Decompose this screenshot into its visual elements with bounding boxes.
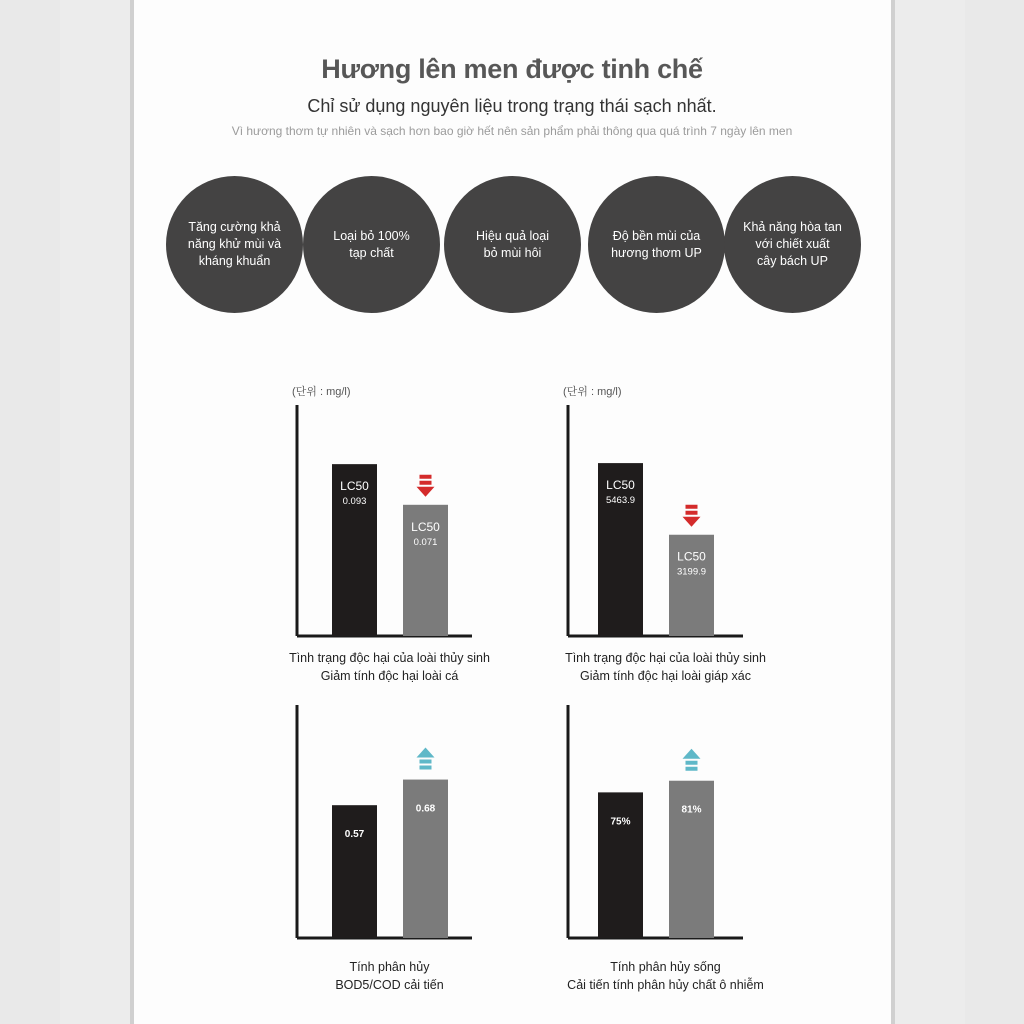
feature-circle-deodorize: Tăng cường khả năng khử mùi và kháng khuẩn — [166, 176, 303, 313]
chart3-caption-line-2: BOD5/COD cải tiến — [335, 978, 444, 992]
chart2-caption-line-2: Giảm tính độc hại loài giáp xác — [580, 669, 751, 683]
chart1-unit-label: (단위 : mg/l) — [292, 386, 351, 398]
chart1-caption-line-1: Tình trạng độc hại của loài thủy sinh — [289, 651, 490, 665]
page-title: Hương lên men được tinh chế — [321, 54, 703, 84]
chart1-bar-before-label: LC50 — [340, 479, 369, 494]
chart3-bar-before — [332, 805, 377, 938]
page-description: Vì hương thơm tự nhiên và sạch hơn bao giờ hết nên sản phẩm phải thông qua quá trình 7 ngày lên men — [231, 124, 793, 138]
chart3-bar-after-value: 0.68 — [415, 803, 436, 815]
chart2-unit-label: (단위 : mg/l) — [563, 386, 622, 398]
chart4-bar-before-value: 75% — [610, 816, 631, 828]
chart1-bar-after-label: LC50 — [411, 519, 440, 534]
chart2-caption-line-1: Tình trạng độc hại của loài thủy sinh — [565, 651, 766, 665]
feature-circle-scent-durability: Độ bền mùi của hương thơm UP — [588, 176, 725, 313]
chart3-arrow-up-icon — [417, 748, 435, 770]
chart2-bar-after-value: 3199.9 — [676, 566, 707, 578]
chart3-bar-before-value: 0.57 — [344, 829, 365, 841]
chart2-arrow-down-icon — [683, 505, 701, 527]
chart4-bar-after-value: 81% — [681, 804, 702, 816]
feature-circle-impurities: Loại bỏ 100% tạp chất — [303, 176, 440, 313]
chart2-bar-after-label: LC50 — [677, 549, 706, 564]
chart1-bar-before-value: 0.093 — [342, 496, 367, 508]
chart4-caption-line-1: Tính phân hủy sống — [610, 960, 721, 974]
chart2-bar-before-label: LC50 — [606, 478, 635, 493]
page-subtitle: Chỉ sử dụng nguyên liệu trong trạng thái sạch nhất. — [307, 96, 717, 116]
chart4-bar-before — [598, 792, 643, 938]
chart3-caption-line-1: Tính phân hủy — [349, 960, 430, 974]
chart4-caption-line-2: Cải tiến tính phân hủy chất ô nhiễm — [567, 978, 764, 992]
chart2-bar-before-value: 5463.9 — [605, 495, 636, 507]
chart1-bar-after-value: 0.071 — [413, 536, 438, 548]
feature-circle-solubility: Khả năng hòa tan với chiết xuất cây bách UP — [724, 176, 861, 313]
feature-circle-odor-removal: Hiệu quả loại bỏ mùi hôi — [444, 176, 581, 313]
chart4-arrow-up-icon — [683, 749, 701, 771]
chart1-caption-line-2: Giảm tính độc hại loài cá — [320, 669, 459, 683]
chart1-arrow-down-icon — [417, 475, 435, 497]
